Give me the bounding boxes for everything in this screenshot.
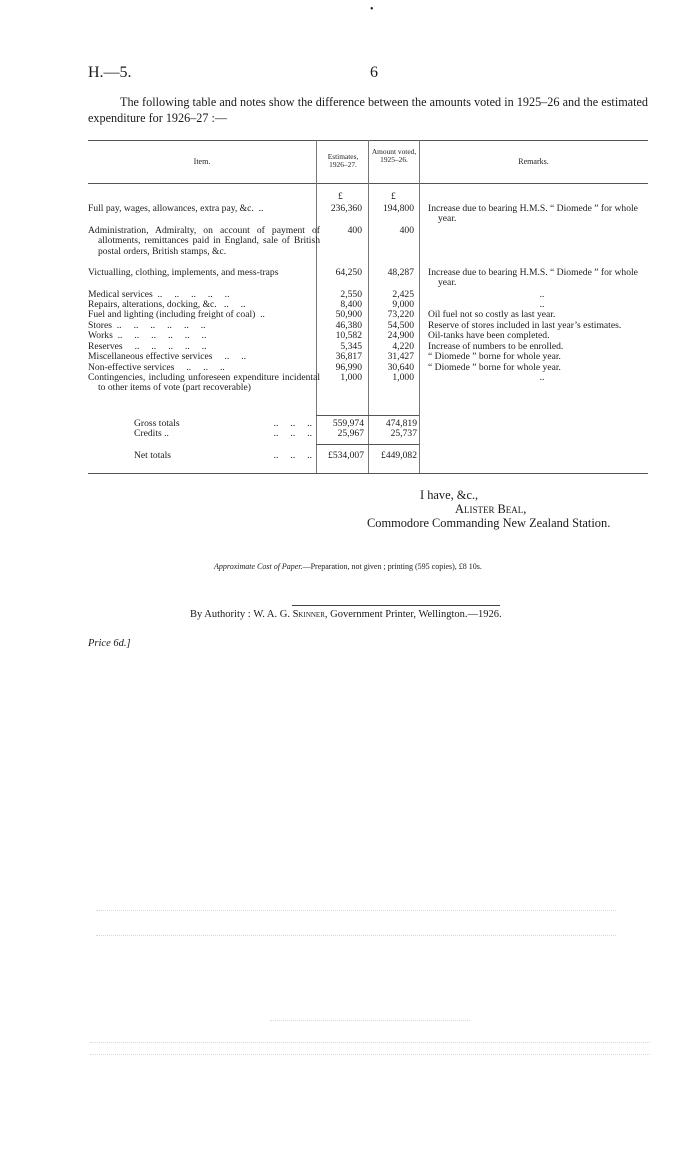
column-rule bbox=[419, 140, 420, 473]
cost-of-paper bbox=[214, 562, 482, 571]
page-number: 6 bbox=[370, 64, 378, 81]
totals-voted: 25,737 bbox=[390, 428, 417, 439]
header-remarks: Remarks. bbox=[518, 157, 549, 166]
table-row-estimate: 236,360 bbox=[330, 203, 362, 214]
table-row-estimate: 5,345 bbox=[340, 341, 362, 352]
table-row-item: Medical services .. .. .. .. .. bbox=[88, 289, 230, 300]
table-row-voted: 73,220 bbox=[387, 309, 414, 320]
table-row-remarks: .. bbox=[539, 289, 545, 300]
show-through-line bbox=[270, 1020, 470, 1021]
table-row-estimate: 46,380 bbox=[335, 320, 362, 331]
table-row-voted: 24,900 bbox=[387, 330, 414, 341]
table-row-voted: 48,287 bbox=[387, 267, 414, 278]
signoff-title: Commodore Commanding New Zealand Station. bbox=[367, 516, 611, 530]
totals-voted: £449,082 bbox=[381, 450, 417, 461]
table-row-estimate: 64,250 bbox=[335, 267, 362, 278]
table-row-remarks: Oil-tanks have been completed. bbox=[428, 330, 550, 341]
table-row-estimate: 10,582 bbox=[335, 330, 362, 341]
authority-prefix: By Authority : bbox=[190, 609, 251, 620]
price: Price 6d.] bbox=[88, 638, 131, 649]
table-row-estimate: 96,990 bbox=[335, 362, 362, 373]
table-row-item: Victualling, clothing, implements, and mess-traps bbox=[88, 267, 279, 278]
table-row-voted: 194,800 bbox=[382, 203, 414, 214]
authority-suffix: , Government Printer, Wellington.—1926. bbox=[324, 609, 502, 620]
table-row-voted: 2,425 bbox=[392, 289, 414, 300]
show-through-line bbox=[96, 935, 616, 936]
table-row-item: Contingencies, including unforeseen expenditure incidental to other items of vote (part recoverable) bbox=[88, 372, 323, 394]
table-row-item: Full pay, wages, allowances, extra pay, &c. .. bbox=[88, 203, 264, 214]
show-through-line bbox=[90, 1054, 650, 1055]
currency-mark: £ bbox=[338, 191, 343, 202]
table-row-item: Repairs, alterations, docking, &c. .. .. bbox=[88, 299, 246, 310]
table-bottom-rule bbox=[88, 473, 648, 474]
table-row-estimate: 2,550 bbox=[340, 289, 362, 300]
table-row-item: Stores .. .. .. .. .. .. bbox=[88, 320, 206, 331]
table-row-voted: 30,640 bbox=[387, 362, 414, 373]
totals-voted: 474,819 bbox=[385, 418, 417, 429]
table-row-estimate: 400 bbox=[347, 225, 362, 236]
table-row-remarks: Increase of numbers to be enrolled. bbox=[428, 341, 564, 352]
table-row-voted: 4,220 bbox=[392, 341, 414, 352]
cost-label: Approximate Cost of Paper. bbox=[214, 562, 303, 571]
header-estimates: Estimates, 1926–27. bbox=[327, 152, 359, 169]
table-row-estimate: 8,400 bbox=[340, 299, 362, 310]
totals-leader: .. .. .. bbox=[273, 450, 312, 461]
header-item: Item. bbox=[193, 157, 211, 166]
show-through-line bbox=[90, 1042, 650, 1043]
table-row-remarks: Increase due to bearing H.M.S. “ Diomede ” for whole year. bbox=[428, 203, 638, 225]
totals-rule bbox=[316, 415, 419, 416]
currency-mark: £ bbox=[391, 191, 396, 202]
table-row-item: Works .. .. .. .. .. .. bbox=[88, 330, 207, 341]
document-reference: H.—5. bbox=[88, 64, 132, 81]
table-row-voted: 1,000 bbox=[392, 372, 414, 383]
table-row-voted: 400 bbox=[399, 225, 414, 236]
table-row-remarks: Reserve of stores included in last year’s estimates. bbox=[428, 320, 622, 331]
table-row-item: Fuel and lighting (including freight of coal) .. bbox=[88, 309, 265, 320]
totals-label: Credits .. bbox=[134, 428, 169, 439]
table-row-voted: 9,000 bbox=[392, 299, 414, 310]
table-row-estimate: 36,817 bbox=[335, 351, 362, 362]
totals-estimate: 559,974 bbox=[332, 418, 364, 429]
table-row-estimate: 1,000 bbox=[340, 372, 362, 383]
authority-rule bbox=[292, 605, 500, 606]
header-voted: Amount voted, 1925–26. bbox=[371, 147, 417, 164]
intro-paragraph: The following table and notes show the difference between the amounts voted in 1925–26 and the estimated expenditure for 1926–27 :— bbox=[88, 95, 648, 125]
table-row-remarks: Increase due to bearing H.M.S. “ Diomede ” for whole year. bbox=[428, 267, 638, 289]
show-through-line bbox=[96, 910, 616, 911]
printer-name: W. A. G. Skinner bbox=[253, 609, 325, 620]
table-row-remarks: “ Diomede ” borne for whole year. bbox=[428, 362, 561, 373]
table-row-remarks: Oil fuel not so costly as last year. bbox=[428, 309, 556, 320]
totals-estimate: £534,007 bbox=[328, 450, 364, 461]
totals-label: Net totals bbox=[134, 450, 172, 461]
table-row-item: Non-effective services .. .. .. bbox=[88, 362, 225, 373]
estimates-table bbox=[88, 140, 648, 476]
printer-authority bbox=[190, 609, 502, 620]
table-row-estimate: 50,900 bbox=[335, 309, 362, 320]
totals-leader: .. .. .. bbox=[273, 418, 312, 429]
signoff-greeting: I have, &c., bbox=[420, 488, 479, 502]
cost-text: —Preparation, not given ; printing (595 copies), £8 10s. bbox=[302, 562, 482, 571]
table-row-voted: 31,427 bbox=[387, 351, 414, 362]
table-row-item: Administration, Admiralty, on account of payment of allotments, remittances paid in England, sale of British postal orders, British stamps, &c. bbox=[88, 225, 323, 257]
signoff-name: Alister Beal, bbox=[455, 502, 527, 516]
totals-leader: .. .. .. bbox=[273, 428, 312, 439]
table-row-item: Miscellaneous effective services .. .. bbox=[88, 351, 247, 362]
table-row-remarks: “ Diomede ” borne for whole year. bbox=[428, 351, 561, 362]
totals-label: Gross totals bbox=[134, 418, 180, 429]
totals-estimate: 25,967 bbox=[337, 428, 364, 439]
table-row-remarks: .. bbox=[539, 372, 545, 383]
page-mark-dot: • bbox=[370, 4, 374, 15]
table-row-item: Reserves .. .. .. .. .. bbox=[88, 341, 207, 352]
table-row-remarks: .. bbox=[539, 299, 545, 310]
table-row-voted: 54,500 bbox=[387, 320, 414, 331]
totals-rule bbox=[316, 444, 419, 445]
